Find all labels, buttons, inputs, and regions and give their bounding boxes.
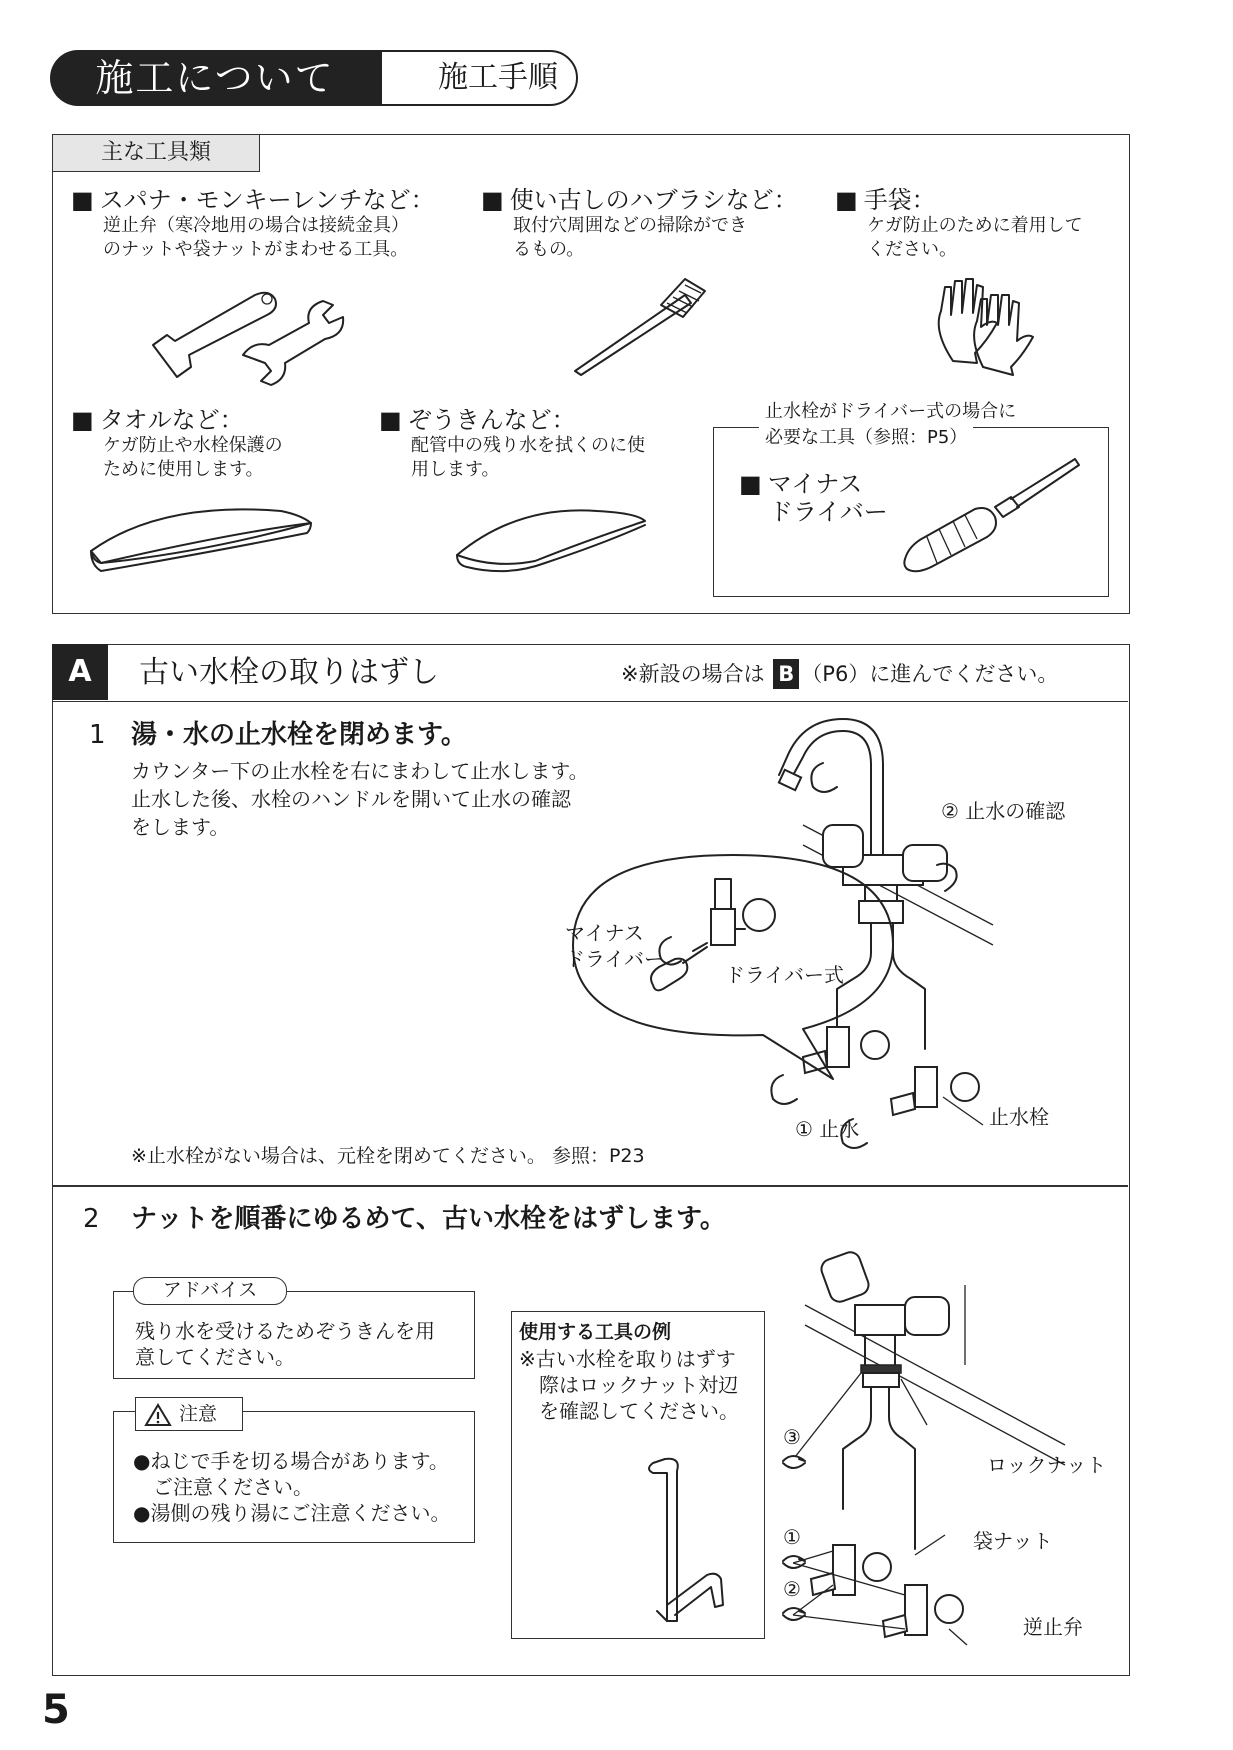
tools-heading: 主な工具類 [52,134,260,172]
caution-item-2: ご注意ください。 [133,1475,313,1499]
section-b-badge: B [773,659,799,689]
tools-panel [52,134,1130,614]
label-checkvalve: 逆止弁 [1023,1615,1083,1639]
section-a-panel [52,644,1130,1676]
tool-example-text-2: 際はロックナット対辺 [519,1373,739,1397]
screwdriver-icon [903,475,1093,585]
tool-towel-desc-2: ために使用します。 [103,459,264,480]
page-header [50,50,580,106]
label-stop: ① 止水 [795,1117,860,1141]
tool-wrench-desc-1: 逆止弁（寒冷地用の場合は接続金具） [103,215,409,236]
tool-rag-name: ■ ぞうきんなど： [379,405,576,435]
label-confirm: ② 止水の確認 [941,799,1066,823]
advice-text-2: 意してください。 [135,1345,295,1369]
label-driver-type: ドライバー式 [725,963,844,987]
label-driver-1: マイナス [565,921,644,945]
rotate-arrow-3-icon [779,1451,809,1473]
section-a-note-pre: ※新設の場合は [621,662,765,686]
advice-text-1: 残り水を受けるためぞうきんを用 [135,1319,435,1343]
driver-box-title-2: 必要な工具（参照：P5） [759,425,973,451]
tool-example-text-3: を確認してください。 [519,1399,739,1423]
step1-body-3: をします。 [131,815,230,839]
step1-note: ※止水栓がない場合は、元栓を閉めてください。 参照：P23 [131,1145,645,1167]
driver-box-title-1: 止水栓がドライバー式の場合に [759,399,1022,425]
caution-label: 注意 [179,1403,218,1425]
tool-gloves-name: ■ 手袋： [835,185,936,215]
tool-rag-desc-2: 用します。 [411,459,500,480]
step1-body-1: カウンター下の止水栓を右にまわして止水します。 [131,759,589,783]
tool-rag-desc-1: 配管中の残り水を拭くのに使 [411,435,645,456]
tool-gloves-desc-1: ケガ防止のために着用して [867,215,1083,236]
step2-title: ナットを順番にゆるめて、古い水栓をはずします。 [131,1204,726,1234]
wrench-icon [143,285,363,395]
step1-title: 湯・水の止水栓を閉めます。 [131,720,467,750]
tool-brush-desc-1: 取付穴周囲などの掃除ができ [513,215,747,236]
locknut-wrench-icon [643,1455,743,1635]
label-n2: ② [783,1577,801,1601]
tool-wrench-name: ■ スパナ・モンキーレンチなど： [71,185,435,215]
section-a-title: 古い水栓の取りはずし [139,655,439,690]
section-a-note [621,659,1058,689]
driver-name-2: ドライバー [769,498,888,526]
tool-brush-desc-2: るもの。 [513,239,585,260]
tool-example-title: 使用する工具の例 [519,1321,672,1343]
section-a-note-post: （P6）に進んでください。 [801,662,1059,686]
toothbrush-icon [573,275,713,375]
label-locknut: ロックナット [987,1453,1107,1477]
gloves-icon [933,275,1053,375]
label-n1: ① [783,1525,801,1549]
rag-icon [451,505,651,585]
caution-item-3: ●湯側の残り湯にご注意ください。 [133,1501,451,1525]
tool-wrench-desc-2: のナットや袋ナットがまわせる工具。 [103,239,409,260]
label-bagnut: 袋ナット [973,1529,1053,1553]
rotate-arrow-2-icon [779,1603,809,1625]
tool-towel-desc-1: ケガ防止や水栓保護の [103,435,283,456]
label-n3: ③ [783,1425,801,1449]
warning-icon [145,1403,171,1427]
page-header-title: 施工について [50,50,380,106]
tool-towel-name: ■ タオルなど： [71,405,244,435]
tool-gloves-desc-2: ください。 [867,239,957,260]
section-a-badge: A [52,644,108,700]
page-number: 5 [42,1687,70,1733]
label-driver-2: ドライバー [565,947,664,971]
driver-name-1: ■ マイナス [739,469,862,499]
page-header-subtitle: 施工手順 [380,50,578,106]
label-valve: 止水栓 [989,1105,1049,1129]
rotate-arrow-1-icon [779,1551,809,1573]
step2-number: 2 [83,1204,100,1234]
step1-body-2: 止水した後、水栓のハンドルを開いて止水の確認 [131,787,571,811]
caution-item-1: ●ねじで手を切る場合があります。 [133,1449,449,1473]
advice-label: アドバイス [133,1277,287,1305]
tool-example-text-1: ※古い水栓を取りはずす [519,1347,736,1371]
tool-brush-name: ■ 使い古しのハブラシなど： [481,185,798,215]
step1-number: 1 [89,720,106,750]
towel-icon [87,505,317,585]
step-divider [53,1185,1128,1187]
